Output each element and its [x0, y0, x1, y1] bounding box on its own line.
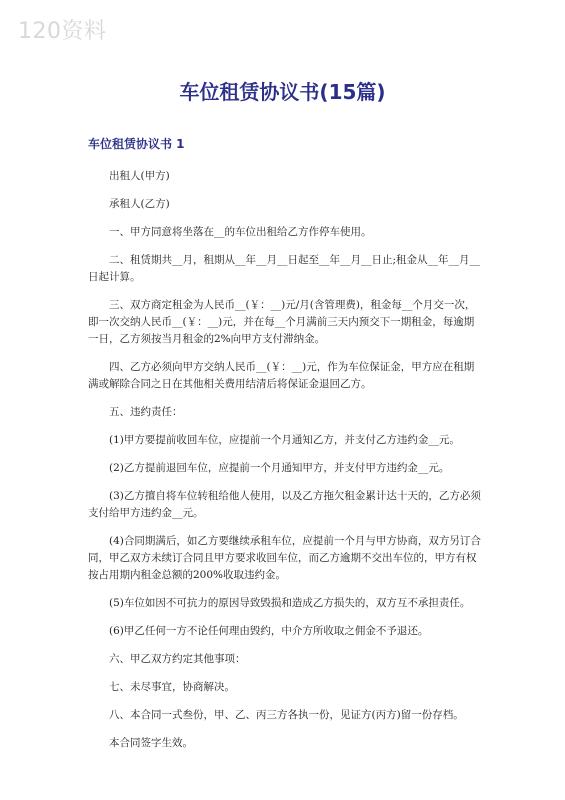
paragraph-clause-3: 三、双方商定租金为人民币__(￥：__)元/月(含管理费)，租金每__个月交一次，即一次交纳人民币__(￥：__)元，并在每__个月满前三天内预交下一期租金，每逾期一日，乙方须按当月租金的2%向甲方支付滞纳金。 [88, 299, 476, 345]
paragraph-clause-6: 六、甲乙双方约定其他事项： [109, 653, 246, 665]
paragraph-clause-8: 八、本合同一式叁份，甲、乙、丙三方各执一份，见证方(丙方)留一份存档。 [109, 709, 464, 721]
paragraph-liability-1: (1)甲方要提前收回车位，应提前一个月通知乙方，并支付乙方违约金__元。 [109, 434, 460, 446]
paragraph-clause-4: 四、乙方必须向甲方交纳人民币__(￥：__)元，作为车位保证金，甲方应在租期满或解除合同之日在其他相关费用结清后将保证金退回乙方。 [88, 361, 475, 390]
document-title: 车位租赁协议书(15篇) [179, 80, 386, 104]
paragraph-lessor: 出租人(甲方) [109, 170, 170, 182]
paragraph-liability-2: (2)乙方提前退回车位，应提前一个月通知甲方，并支付甲方违约金__元。 [109, 462, 450, 474]
paragraph-liability-3: (3)乙方擅自将车位转租给他人使用，以及乙方拖欠租金累计达十天的，乙方必须支付给甲方违约金__元。 [88, 490, 481, 519]
paragraph-liability-5: (5)车位如因不可抗力的原因导致毁损和造成乙方损失的，双方互不承担责任。 [109, 597, 471, 609]
paragraph-lessee: 承租人(乙方) [109, 198, 170, 210]
paragraph-signature-clause: 本合同签字生效。 [109, 737, 193, 749]
paragraph-liability-4: (4)合同期满后，如乙方要继续承租车位，应提前一个月与甲方协商，双方另订合同，甲乙双方未续订合同且甲方要求收回车位，而乙方逾期不交出车位的，甲方有权按占用期内租金总额的200%收取违约金。 [88, 535, 481, 581]
paragraph-clause-1: 一、甲方同意将坐落在__的车位出租给乙方作停车使用。 [109, 226, 372, 238]
paragraph-liability-6: (6)甲乙任何一方不论任何理由毁约，中介方所收取之佣金不予退还。 [109, 625, 429, 637]
paragraph-clause-5: 五、违约责任： [109, 406, 183, 418]
paragraph-clause-7: 七、未尽事宜，协商解决。 [109, 681, 235, 693]
section-heading: 车位租赁协议书 1 [88, 137, 185, 151]
paragraph-clause-2: 二、租赁期共__月，租期从__年__月__日起至__年__月__日止;租金从__年__月__日起计算。 [88, 254, 481, 283]
document-body [88, 168, 483, 763]
watermark-logo: 120资料 [18, 19, 107, 44]
